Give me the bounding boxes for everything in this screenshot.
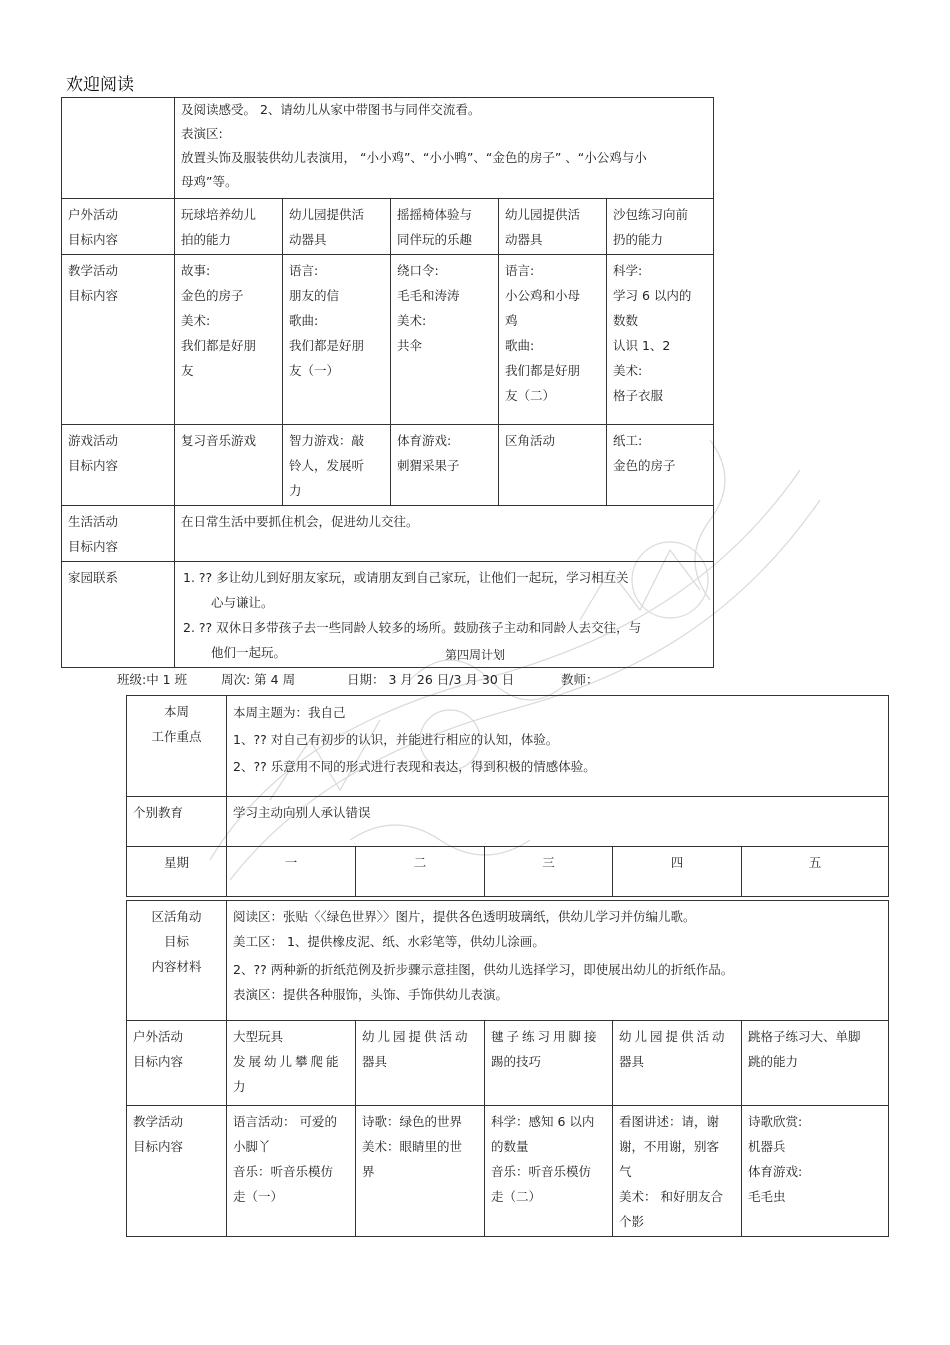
label-line: 户外活动 [133, 1029, 184, 1044]
text-line: 界 [362, 1164, 375, 1179]
focus-content-cell [227, 696, 889, 797]
date-info: 日期： 3 月 26 日/3 月 30 日 [347, 672, 515, 687]
weekday-row [127, 847, 889, 897]
text-line: 格子衣服 [613, 388, 664, 403]
label-line: 户外活动 [68, 207, 119, 222]
label-line: 内容材料 [151, 959, 202, 974]
text-line: 沙包练习向前 [613, 207, 689, 222]
row-label [62, 425, 175, 506]
individual-row [127, 797, 889, 847]
text-line: 我们都是好朋 [181, 338, 257, 353]
row-label [127, 901, 227, 1021]
text-line: 认识 1、2 [613, 338, 671, 353]
text-line: 走（一） [233, 1189, 284, 1204]
text-line: 学习 6 以内的 [613, 288, 692, 303]
text-line: 发展幼儿攀爬能 [233, 1054, 342, 1069]
text-line: 个影 [619, 1214, 645, 1229]
text-line: 纸工: [613, 433, 643, 448]
label-line: 区活角动 [151, 909, 202, 924]
text-line: 毛毛虫 [748, 1189, 786, 1204]
week-number-info: 周次: 第 4 周 [221, 672, 296, 687]
day-cell [613, 1106, 742, 1237]
text-line: 绕口令: [397, 263, 439, 278]
day-cell [175, 425, 283, 506]
text-line: 玩球培养幼儿 [181, 207, 257, 222]
text-line: 表演区: [181, 126, 223, 141]
label-line: 个别教育 [133, 805, 184, 820]
text-line: 音乐：听音乐模仿 [233, 1164, 334, 1179]
text-line: 他们一起玩。 [211, 645, 287, 660]
text-line: 友（二） [505, 388, 556, 403]
weekday-header: 一 [227, 847, 356, 897]
row-label [62, 255, 175, 425]
day-cell [283, 255, 391, 425]
text-line: 朋友的信 [289, 288, 340, 303]
text-line: 2. ?? 双休日多带孩子去一些同龄人较多的场所。鼓励孩子主动和同龄人去交往，与 [183, 620, 642, 635]
teaching-row [62, 255, 714, 425]
day-cell [175, 255, 283, 425]
text-line: 阅读区：张贴〈〈绿色世界〉〉图片，提供各色透明玻璃纸，供幼儿学习并仿编儿歌。 [233, 909, 696, 924]
day-cell [485, 1021, 613, 1106]
text-line: 数数 [613, 313, 639, 328]
label-line: 目标 [163, 934, 189, 949]
day-cell [356, 1106, 485, 1237]
day-cell [283, 425, 391, 506]
text-line: 美术: [613, 363, 643, 378]
text-line: 歌曲: [289, 313, 319, 328]
label-line: 教学活动 [68, 263, 119, 278]
text-line: 器具 [362, 1054, 388, 1069]
text-line: 器具 [619, 1054, 645, 1069]
label-line: 目标内容 [133, 1054, 184, 1069]
label-line: 目标内容 [68, 458, 119, 473]
text-line: 幼儿园提供活 [289, 207, 365, 222]
day-cell [499, 199, 607, 255]
text-line: 机器兵 [748, 1139, 786, 1154]
day-cell [391, 199, 499, 255]
previous-week-table [61, 97, 714, 668]
row-label [127, 1021, 227, 1106]
text-line: 小公鸡和小母 [505, 288, 581, 303]
area-content-cell [175, 98, 714, 199]
day-cell [499, 425, 607, 506]
weekday-header: 五 [742, 847, 889, 897]
text-line: 拍的能力 [181, 232, 232, 247]
week-four-plan-table [126, 695, 889, 1237]
text-line: 走（二） [491, 1189, 542, 1204]
text-line: 表演区：提供各种服饰，头饰、手饰供幼儿表演。 [233, 987, 509, 1002]
text-line: 力 [289, 483, 302, 498]
text-line: 1、?? 对自己有初步的认识，并能进行相应的认知，体验。 [233, 732, 559, 747]
life-row [62, 506, 714, 562]
text-line: 谢，不用谢，别客 [619, 1139, 720, 1154]
games-row [62, 425, 714, 506]
text-line: 我们都是好朋 [289, 338, 365, 353]
text-line: 金色的房子 [181, 288, 244, 303]
text-line: 语言活动： 可爱的 [233, 1114, 337, 1129]
class-info: 班级:中 1 班 [117, 672, 188, 687]
day-cell [742, 1106, 889, 1237]
text-line: 体育游戏: [397, 433, 452, 448]
area-row [127, 901, 889, 1021]
text-line: 扔的能力 [613, 232, 664, 247]
focus-row [127, 696, 889, 797]
text-line: 智力游戏：敲 [289, 433, 365, 448]
text-line: 跳格子练习大、单脚 [748, 1029, 861, 1044]
text-line: 动器具 [505, 232, 543, 247]
text-line: 学习主动向别人承认错误 [233, 805, 371, 820]
day-cell [607, 255, 714, 425]
label-line: 目标内容 [68, 232, 119, 247]
page-header-title: 欢迎阅读 [66, 75, 134, 95]
text-line: 跳的能力 [748, 1054, 799, 1069]
text-line: 刺猬采果子 [397, 458, 460, 473]
row-label [62, 199, 175, 255]
day-cell [391, 255, 499, 425]
label-line: 教学活动 [133, 1114, 184, 1129]
text-line: 幼儿园提供活动 [362, 1029, 471, 1044]
teacher-info: 教师： [561, 672, 599, 687]
text-line: 语言: [289, 263, 319, 278]
teaching-row [127, 1106, 889, 1237]
day-cell [607, 425, 714, 506]
area-continued-row [62, 98, 714, 199]
day-cell [356, 1021, 485, 1106]
text-line: 放置头饰及服装供幼儿表演用， “小小鸡”、“小小鸭”、“金色的房子” 、“小公鸡与小 [181, 150, 647, 165]
text-line: 区角活动 [505, 433, 556, 448]
day-cell [283, 199, 391, 255]
row-label [127, 696, 227, 797]
text-line: 本周主题为：我自己 [233, 705, 346, 720]
text-line: 幼儿园提供活动 [619, 1029, 728, 1044]
day-cell [499, 255, 607, 425]
text-line: 的数量 [491, 1139, 529, 1154]
day-cell [742, 1021, 889, 1106]
text-line: 我们都是好朋 [505, 363, 581, 378]
text-line: 诗歌：绿色的世界 [362, 1114, 463, 1129]
text-line: 科学: [613, 263, 643, 278]
text-line: 美工区： 1、提供橡皮泥、纸、水彩笔等，供幼儿涂画。 [233, 934, 545, 949]
text-line: 动器具 [289, 232, 327, 247]
day-cell [227, 1021, 356, 1106]
outdoor-row [127, 1021, 889, 1106]
text-line: 体育游戏: [748, 1164, 803, 1179]
text-line: 及阅读感受。 2、请幼儿从家中带图书与同伴交流看。 [181, 102, 481, 117]
text-line: 心与谦让。 [211, 595, 274, 610]
area-content-cell [227, 901, 889, 1021]
text-line: 复习音乐游戏 [181, 433, 257, 448]
day-cell [227, 1106, 356, 1237]
label-line: 游戏活动 [68, 433, 119, 448]
text-line: 鸡 [505, 313, 518, 328]
outdoor-row [62, 199, 714, 255]
weekday-header: 三 [485, 847, 613, 897]
text-line: 母鸡”等。 [181, 174, 238, 189]
text-line: 音乐：听音乐模仿 [491, 1164, 592, 1179]
text-line: 2、?? 两种新的折纸范例及折步骤示意挂图，供幼儿选择学习，即使展出幼儿的折纸作品。 [233, 962, 734, 977]
day-cell [613, 1021, 742, 1106]
text-line: 诗歌欣赏: [748, 1114, 803, 1129]
label-line: 家园联系 [68, 570, 119, 585]
week-plan-title: 第四周计划 [444, 648, 505, 662]
text-line: 美术： 和好朋友合 [619, 1189, 723, 1204]
text-line: 美术：眼睛里的世 [362, 1139, 463, 1154]
text-line: 友 [181, 363, 194, 378]
text-line: 幼儿园提供活 [505, 207, 581, 222]
text-line: 同伴玩的乐趣 [397, 232, 473, 247]
text-line: 美术: [181, 313, 211, 328]
life-content-cell [175, 506, 714, 562]
text-line: 大型玩具 [233, 1029, 284, 1044]
row-label [127, 1106, 227, 1237]
label-line: 目标内容 [68, 539, 119, 554]
text-line: 踢的技巧 [491, 1054, 542, 1069]
text-line: 语言: [505, 263, 535, 278]
text-line: 铃人，发展听 [289, 458, 365, 473]
text-line: 友（一） [289, 363, 340, 378]
text-line: 金色的房子 [613, 458, 676, 473]
day-cell [391, 425, 499, 506]
weekday-header: 四 [613, 847, 742, 897]
day-cell [485, 1106, 613, 1237]
text-line: 1. ?? 多让幼儿到好朋友家玩，或请朋友到自己家玩，让他们一起玩，学习相互关 [183, 570, 629, 585]
text-line: 气 [619, 1164, 632, 1179]
text-line: 2、?? 乐意用不同的形式进行表现和表达，得到积极的情感体验。 [233, 759, 596, 774]
label-line: 目标内容 [68, 288, 119, 303]
text-line: 共伞 [397, 338, 423, 353]
individual-content-cell [227, 797, 889, 847]
text-line: 歌曲: [505, 338, 535, 353]
weekday-header: 二 [356, 847, 485, 897]
row-label: 星期 [127, 847, 227, 897]
text-line: 小脚丫 [233, 1139, 271, 1154]
label-line: 本周 [163, 704, 189, 719]
label-line: 工作重点 [151, 729, 202, 744]
label-line: 生活活动 [68, 514, 119, 529]
row-label [127, 797, 227, 847]
text-line: 故事: [181, 263, 211, 278]
text-line: 科学：感知 6 以内 [491, 1114, 595, 1129]
label-line: 目标内容 [133, 1139, 184, 1154]
text-line: 看图讲述：请，谢 [619, 1114, 720, 1129]
row-label [62, 98, 175, 199]
text-line: 毽子练习用脚接 [491, 1029, 600, 1044]
row-label [62, 506, 175, 562]
text-line: 毛毛和涛涛 [397, 288, 460, 303]
day-cell [607, 199, 714, 255]
text-line: 在日常生活中要抓住机会，促进幼儿交往。 [181, 514, 419, 529]
text-line: 美术: [397, 313, 427, 328]
day-cell [175, 199, 283, 255]
text-line: 力 [233, 1079, 246, 1094]
text-line: 摇摇椅体验与 [397, 207, 473, 222]
